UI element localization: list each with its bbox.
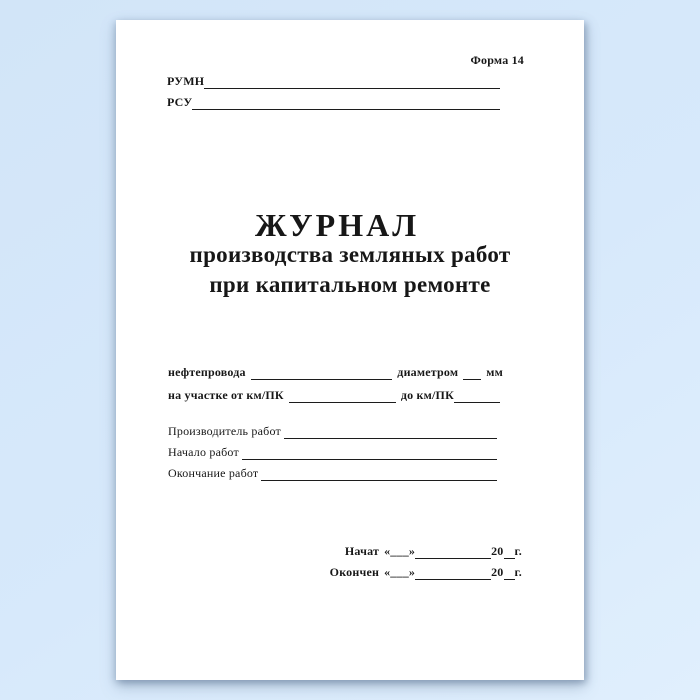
finished-year-prefix: 20 bbox=[491, 565, 504, 580]
field-row-rumn bbox=[167, 75, 500, 89]
finished-day-quote: «___» bbox=[384, 565, 416, 580]
field-row-work-start bbox=[168, 446, 497, 460]
diameter-blank-line bbox=[463, 366, 481, 380]
finished-label: Окончен bbox=[329, 565, 380, 580]
diameter-label: диаметром bbox=[397, 365, 459, 380]
field-row-section bbox=[168, 389, 500, 403]
section-from-blank-line bbox=[289, 389, 396, 403]
field-row-work-end bbox=[168, 467, 497, 481]
started-day-quote: «___» bbox=[384, 544, 416, 559]
started-year-blank-line bbox=[504, 545, 515, 559]
finished-year-suffix: г. bbox=[514, 565, 522, 580]
mm-unit-label: мм bbox=[486, 365, 503, 380]
section-to-blank-line bbox=[454, 389, 500, 403]
started-year-suffix: г. bbox=[514, 544, 522, 559]
field-row-pipeline-name bbox=[168, 366, 503, 380]
section-to-label: до км/ПК bbox=[400, 388, 454, 403]
document-title: ЖУРНАЛ bbox=[254, 207, 420, 243]
producer-blank-line bbox=[284, 425, 497, 439]
work-start-blank-line bbox=[242, 446, 497, 460]
work-end-label: Окончание работ bbox=[168, 466, 259, 481]
rumn-blank-line bbox=[204, 75, 500, 89]
finished-year-blank-line bbox=[504, 566, 515, 580]
started-label: Начат bbox=[344, 544, 380, 559]
date-row-finished bbox=[325, 566, 522, 580]
started-year-prefix: 20 bbox=[491, 544, 504, 559]
pipeline-label: нефтепровода bbox=[168, 365, 246, 380]
field-row-producer bbox=[168, 425, 497, 439]
started-month-blank-line bbox=[415, 545, 491, 559]
producer-label: Производитель работ bbox=[168, 424, 281, 439]
rumn-label: РУМН bbox=[167, 74, 205, 89]
work-end-blank-line bbox=[261, 467, 497, 481]
work-start-label: Начало работ bbox=[168, 445, 239, 460]
document-subtitle-line1: производства земляных работ bbox=[189, 242, 511, 267]
pipeline-name-blank-line bbox=[251, 366, 393, 380]
document-page bbox=[116, 20, 584, 680]
date-row-started bbox=[325, 545, 522, 559]
rsu-blank-line bbox=[192, 96, 500, 110]
section-from-label: на участке от км/ПК bbox=[168, 388, 284, 403]
field-row-rsu bbox=[167, 96, 500, 110]
rsu-label: РСУ bbox=[167, 95, 193, 110]
finished-month-blank-line bbox=[415, 566, 491, 580]
document-subtitle-line2: при капитальном ремонте bbox=[209, 272, 491, 297]
form-number-label: Форма 14 bbox=[470, 53, 524, 67]
